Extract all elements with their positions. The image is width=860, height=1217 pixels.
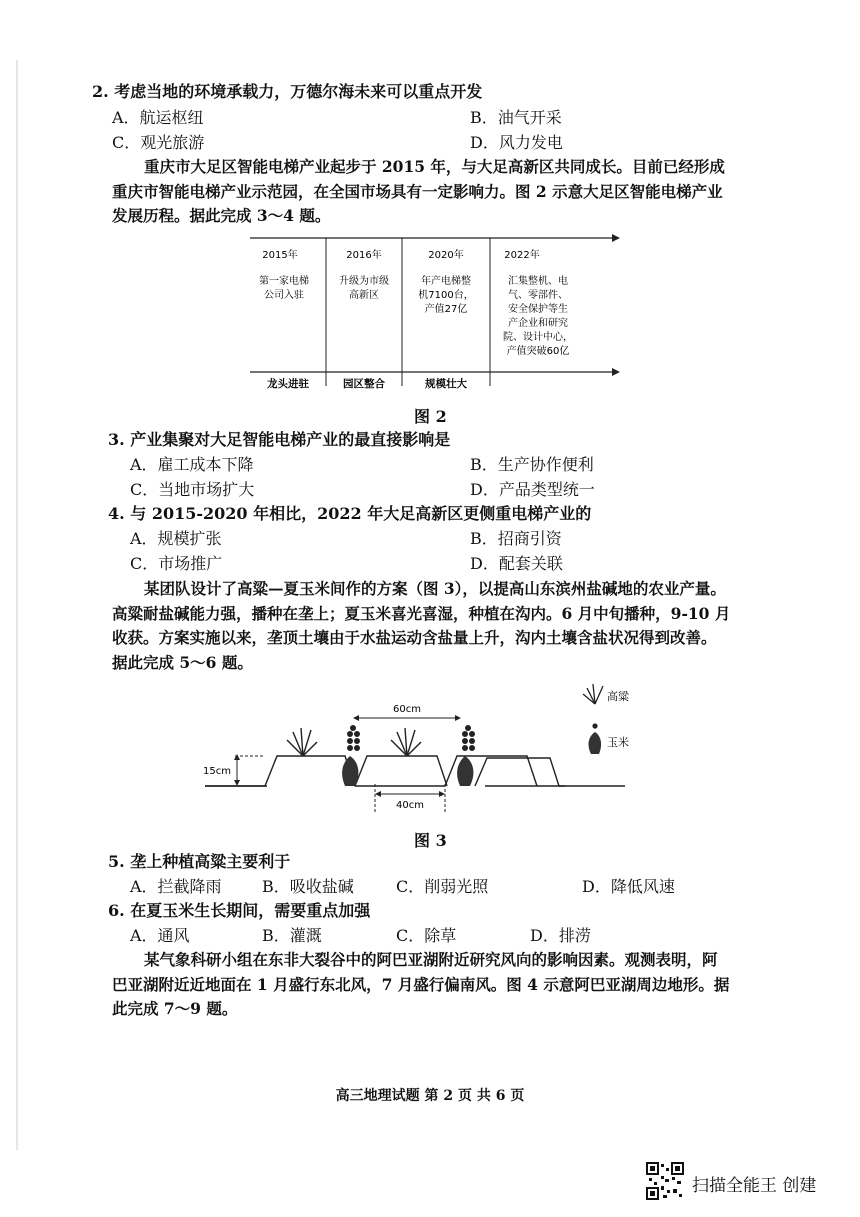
- ridge-furrow-profile: [205, 756, 565, 786]
- arrow-left-icon: [375, 791, 381, 797]
- q2-option-d: D．风力发电: [470, 133, 563, 152]
- legend-corn-label: 玉米: [607, 736, 629, 749]
- figure-2-caption: 图 2: [414, 407, 447, 426]
- event-2020: 机7100台，: [418, 290, 474, 301]
- sorghum-icon: [391, 728, 421, 756]
- q3-stem: 3. 产业集聚对大足智能电梯产业的最直接影响是: [108, 430, 451, 449]
- legend-corn-icon: [588, 723, 601, 754]
- q4-option-a: A．规模扩张: [130, 529, 222, 548]
- stage-3: 规模壮大: [425, 378, 467, 390]
- intro-paragraph-1: [112, 155, 832, 229]
- q5-option-a: A．拦截降雨: [130, 877, 222, 896]
- q6-option-b: B．灌溉: [262, 926, 322, 945]
- arrow-right-icon: [439, 791, 445, 797]
- ridge-profile-right: [475, 758, 625, 786]
- event-2022: 院、设计中心，: [503, 332, 573, 343]
- event-2022: 产企业和研究: [508, 318, 568, 329]
- q4-stem: 4. 与 2015-2020 年相比，2022 年大足高新区更侧重电梯产业的: [108, 504, 592, 523]
- year-2020: 2020年: [428, 250, 464, 261]
- arrow-up-icon: [234, 754, 240, 760]
- arrow-right-icon: [455, 715, 461, 721]
- event-2016: 高新区: [349, 290, 379, 301]
- event-2015: 公司入驻: [264, 290, 304, 301]
- q3-option-c: C．当地市场扩大: [130, 480, 255, 499]
- q3-option-a: A．雇工成本下降: [130, 455, 254, 474]
- arrow-head-top-icon: [612, 234, 620, 242]
- q5-stem: 5. 垄上种植高粱主要利于: [108, 852, 291, 871]
- intro2-line: 收获。方案实施以来，垄顶土壤由于水盐运动含盐量上升，沟内土壤含盐状况得到改善。: [112, 628, 717, 647]
- intro1-line: 重庆市智能电梯产业示范园，在全国市场具有一定影响力。图 2 示意大足区智能电梯产业: [112, 181, 723, 201]
- intro3-line: 巴亚湖附近近地面在 1 月盛行东北风，7 月盛行偏南风。图 4 示意阿巴亚湖周边地形。据: [112, 974, 730, 994]
- figure-3-diagram: [195, 676, 645, 816]
- event-2016: 升级为市级: [339, 276, 389, 287]
- event-2022: 汇集整机、电: [508, 276, 568, 287]
- intro-paragraph-2: [112, 577, 832, 675]
- q3-option-b: B．生产协作便利: [470, 455, 594, 474]
- intro-paragraph-3: [112, 948, 832, 1022]
- event-2020: 年产电梯整: [421, 276, 471, 287]
- scanner-watermark: [646, 1162, 846, 1202]
- arrow-head-bottom-icon: [612, 368, 620, 376]
- page-footer: 高三地理试题 第 2 页 共 6 页: [335, 1088, 525, 1104]
- figure-3-caption: 图 3: [414, 831, 447, 850]
- q5-option-d: D．降低风速: [582, 877, 675, 896]
- label-60cm: 60cm: [393, 704, 421, 715]
- intro1-line: 发展历程。据此完成 3～4 题。: [112, 206, 331, 225]
- q4-option-c: C．市场推广: [130, 554, 223, 573]
- q4-option-b: B．招商引资: [470, 529, 562, 548]
- year-2022: 2022年: [504, 250, 540, 261]
- event-2020: 产值27亿: [424, 304, 468, 315]
- event-2022: 气、零部件、: [508, 290, 568, 301]
- intro3-line: 此完成 7～9 题。: [112, 999, 238, 1018]
- arrow-down-icon: [234, 780, 240, 786]
- qr-code-icon: [646, 1162, 684, 1200]
- intro1-line: 重庆市大足区智能电梯产业起步于 2015 年，与大足高新区共同成长。目前已经形成: [144, 157, 725, 176]
- sorghum-icon: [287, 728, 317, 756]
- event-2015: 第一家电梯: [259, 276, 309, 287]
- q2-option-b: B．油气开采: [470, 108, 562, 127]
- q4-option-d: D．配套关联: [470, 554, 563, 573]
- q6-option-c: C．除草: [396, 926, 457, 945]
- label-40cm: 40cm: [396, 800, 424, 811]
- intro3-line: 某气象科研小组在东非大裂谷中的阿巴亚湖附近研究风向的影响因素。观测表明，阿: [144, 950, 718, 969]
- stage-1: 龙头进驻: [267, 378, 309, 390]
- intro2-line: 据此完成 5～6 题。: [112, 652, 253, 672]
- intro2-line: 某团队设计了高粱—夏玉米间作的方案（图 3），以提高山东滨州盐碱地的农业产量。: [144, 579, 726, 598]
- legend-sorghum-icon: [583, 684, 603, 704]
- scan-edge-shadow: [16, 60, 18, 1150]
- q5-option-c: C．削弱光照: [396, 877, 489, 896]
- q2-option-c: C．观光旅游: [112, 133, 205, 152]
- intro2-line: 高粱耐盐碱能力强，播种在垄上；夏玉米喜光喜湿，种植在沟内。6 月中旬播种，9-10 月: [112, 603, 731, 623]
- legend-sorghum-label: 高粱: [607, 690, 629, 703]
- q2-option-a: A．航运枢纽: [112, 108, 204, 127]
- event-2022: 安全保护等生: [508, 304, 568, 315]
- q2-stem: 2. 考虑当地的环境承载力，万德尔海未来可以重点开发: [92, 82, 483, 101]
- event-2022: 产值突破60亿: [506, 346, 570, 357]
- year-2016: 2016年: [346, 250, 382, 261]
- q6-option-d: D．排涝: [530, 926, 591, 945]
- q6-option-a: A．通风: [130, 926, 190, 945]
- year-2015: 2015年: [262, 250, 298, 261]
- q3-option-d: D．产品类型统一: [470, 480, 595, 499]
- stage-2: 园区整合: [343, 378, 385, 390]
- q6-stem: 6. 在夏玉米生长期间，需要重点加强: [108, 901, 371, 920]
- scanner-label: 扫描全能王 创建: [692, 1176, 817, 1196]
- figure-2-timeline: [240, 234, 620, 394]
- ridge-profile-2: [355, 756, 447, 786]
- arrow-left-icon: [353, 715, 359, 721]
- label-15cm: 15cm: [203, 766, 231, 777]
- q5-option-b: B．吸收盐碱: [262, 877, 354, 896]
